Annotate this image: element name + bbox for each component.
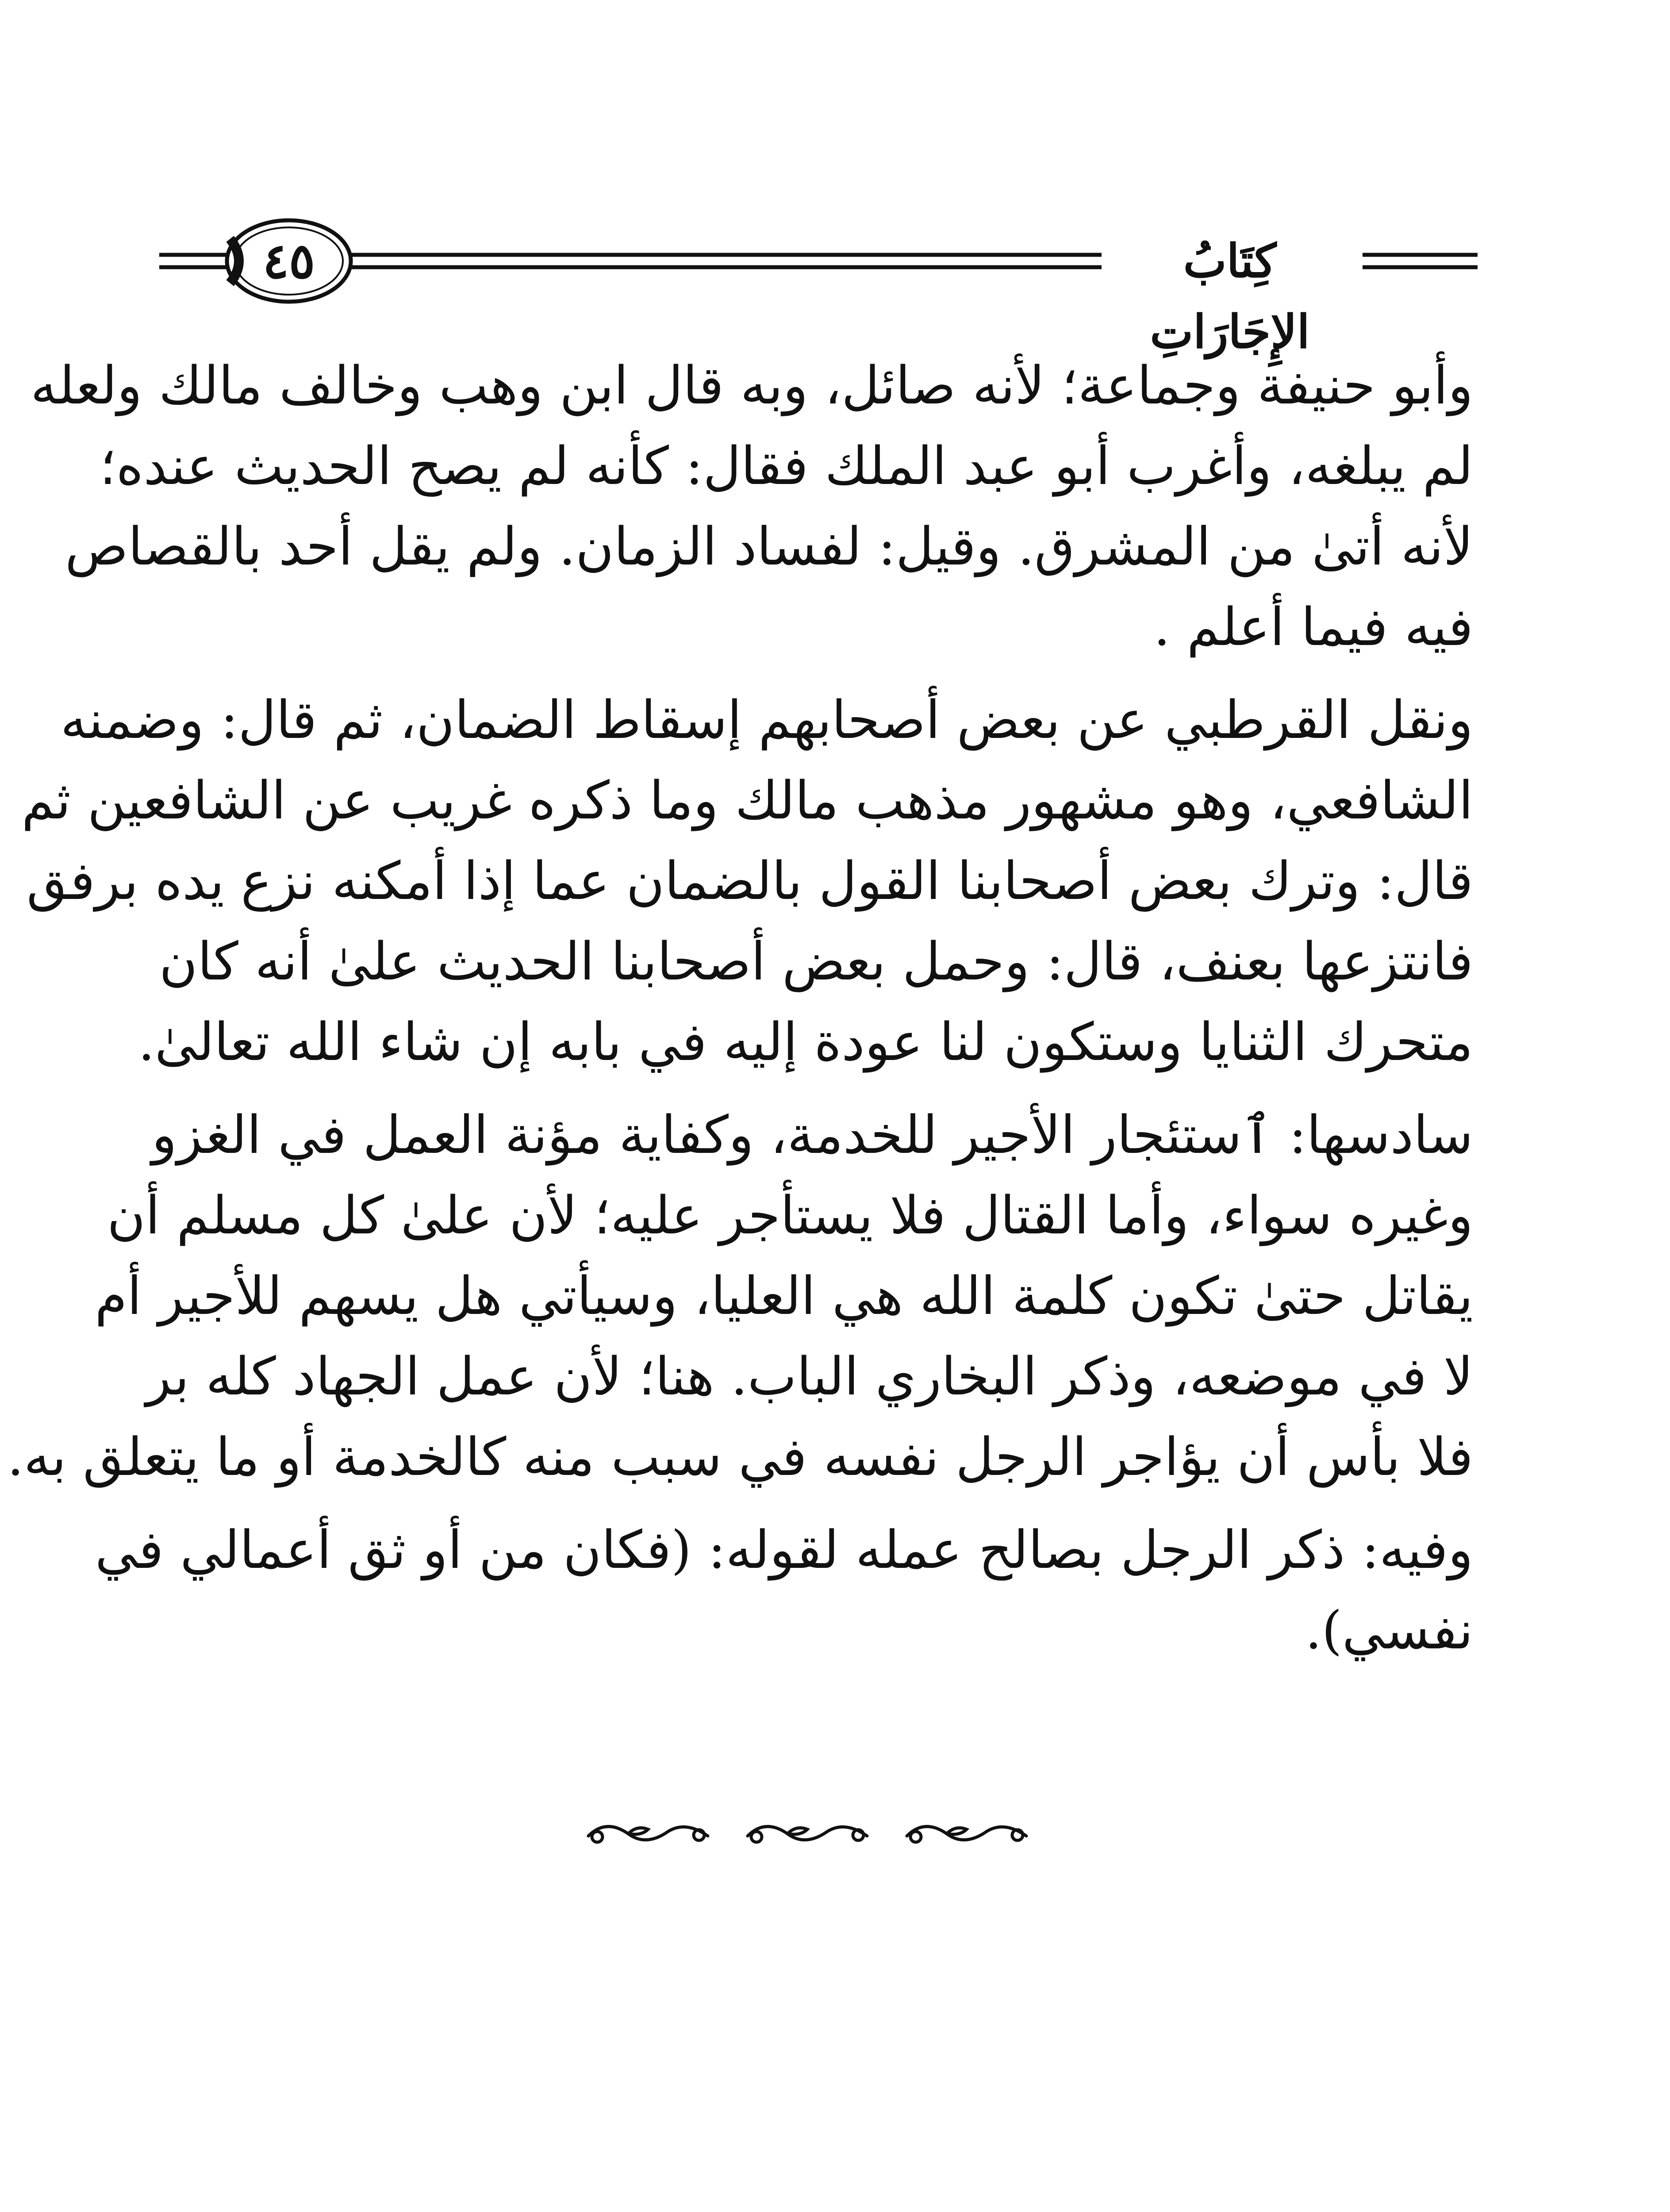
text-line: وغيره سواء، وأما القتال فلا يستأجر عليه؛ لأن علىٰ كل مسلم أن [107, 1185, 1473, 1246]
text-line: متحرك الثنايا وستكون لنا عودة إليه في بابه إن شاء الله تعالىٰ. [138, 1011, 1473, 1072]
text-line: وأبو حنيفة وجماعة؛ لأنه صائل، وبه قال ابن وهب وخالف مالك ولعله [31, 355, 1473, 416]
page-header [159, 212, 1478, 359]
running-title: كِتَابُ الإِجَارَاتِ [1106, 226, 1354, 296]
body-text [7, 345, 1473, 1683]
paragraph [7, 1094, 1473, 1497]
text-line: فيه فيما أعلم . [1153, 596, 1473, 657]
page-number: ٤٥ [262, 232, 315, 289]
text-line: فانتزعها بعنف، قال: وحمل بعض أصحابنا الحديث علىٰ أنه كان [159, 931, 1473, 992]
text-line: لأنه أتىٰ من المشرق. وقيل: لفساد الزمان. ولم يقل أحد بالقصاص [65, 516, 1473, 577]
text-line: سادسها: ٱستئجار الأجير للخدمة، وكفاية مؤنة العمل في الغزو [151, 1104, 1473, 1165]
text-line: وفيه: ذكر الرجل بصالح عمله لقوله: (فكان من أو ثق أعمالي في [95, 1519, 1473, 1580]
text-line: لا في موضعه، وذكر البخاري الباب. هنا؛ لأن عمل الجهاد كله بر [146, 1346, 1473, 1407]
text-line: ونقل القرطبي عن بعض أصحابهم إسقاط الضمان، ثم قال: وضمنه [60, 689, 1473, 750]
text-line: نفسي). [1305, 1600, 1473, 1661]
floral-divider-icon [580, 1809, 1044, 1858]
text-line: لم يبلغه، وأغرب أبو عبد الملك فقال: كأنه لم يصح الحديث عنده؛ [100, 435, 1473, 496]
paragraph [21, 680, 1473, 1082]
paragraph [31, 345, 1473, 667]
text-line: فلا بأس أن يؤاجر الرجل نفسه في سبب منه كالخدمة أو ما يتعلق به. [7, 1426, 1473, 1487]
paragraph [95, 1509, 1473, 1671]
text-line: الشافعي، وهو مشهور مذهب مالك وما ذكره غريب عن الشافعين ثم [21, 770, 1473, 831]
text-line: يقاتل حتىٰ تكون كلمة الله هي العليا، وسيأتي هل يسهم للأجير أم [95, 1265, 1473, 1326]
text-line: قال: وترك بعض أصحابنا القول بالضمان عما إذا أمكنه نزع يده برفق [27, 850, 1473, 911]
